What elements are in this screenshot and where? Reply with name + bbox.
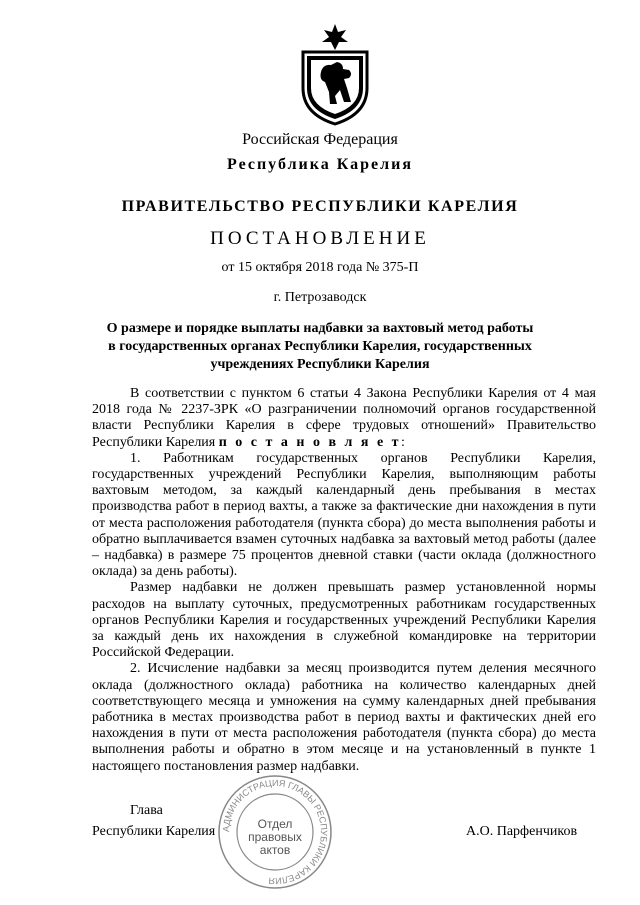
document-title	[100, 320, 540, 374]
intro-paragraph	[92, 386, 596, 451]
stamp-line: правовых	[248, 830, 302, 844]
signatory-org: Республики Карелия	[92, 824, 216, 839]
paragraph-3: 2. Исчисление надбавки за месяц производится путем деления месячного оклада (должностного оклада) работника на количество календарных дней соответствующего месяца и умножения на сумму календарных дней пребывания работника в местах производства работ в период вахты и фактических дней его нахождения в пути от места расположения работодателя (пункта сбора) до места выполнения работы и обратно в этом месяце и на установленный в пункте 1 настоящего постановления размер надбавки.	[92, 661, 596, 774]
country-name: Российская Федерация	[242, 131, 398, 148]
document-city: г. Петрозаводск	[273, 290, 367, 305]
document-body	[92, 386, 596, 775]
title-line: учреждениях Республики Карелия	[210, 357, 430, 372]
government-heading: ПРАВИТЕЛЬСТВО РЕСПУБЛИКИ КАРЕЛИЯ	[121, 198, 519, 215]
intro-colon: :	[401, 434, 405, 450]
karelia-coat-of-arms-icon	[297, 22, 373, 126]
intro-text: В соответствии с пунктом 6 статьи 4 Закона Республики Карелия от 4 мая 2018 года № 2237-ЗРК «О разграничении полномочий органов государственной власти Республики Карелия в сфере трудовых отношений» Правительство Республики Карелия	[92, 386, 596, 450]
stamp-line: Отдел	[257, 817, 293, 831]
resolves-word: п о с т а н о в л я е т	[218, 434, 402, 450]
paragraph-2: Размер надбавки не должен превышать размер установленной нормы расходов на выплату суточных, предусмотренных работникам государственных органов Республики Карелия и государственных учреждений Республики Карелия за каждый день их нахождения в служебной командировке на территории Российской Федерации.	[92, 580, 596, 661]
signatory-name: А.О. Парфенчиков	[466, 824, 578, 839]
paragraph-1: 1. Работникам государственных органов Республики Карелия, государственных учреждений Республики Карелия, выполняющим работы вахтовым методом, за каждый календарный день пребывания в местах производства работ в период вахты, а также за фактические дни нахождения в пути от места расположения работодателя (пункта сбора) до места выполнения работы и обратно выплачивается взамен суточных надбавка за вахтовый метод работы (далее – надбавка) в размере 75 процентов дневной ставки (части оклада (должностного оклада) за день работы).	[92, 450, 596, 580]
stamp-ring-text: АДМИНИСТРАЦИЯ ГЛАВЫ РЕСПУБЛИКИ КАРЕЛИЯ	[220, 777, 330, 887]
document-date: от 15 октября 2018 года № 375-П	[221, 260, 419, 275]
document-type: ПОСТАНОВЛЕНИЕ	[210, 228, 430, 249]
republic-name: Республика Карелия	[227, 156, 413, 173]
title-line: в государственных органах Республики Карелия, государственных	[108, 339, 532, 354]
stamp-line: актов	[259, 843, 291, 857]
title-line: О размере и порядке выплаты надбавки за вахтовый метод работы	[106, 321, 534, 336]
stamp-inner-text	[245, 818, 305, 857]
signatory-title: Глава	[130, 803, 163, 818]
